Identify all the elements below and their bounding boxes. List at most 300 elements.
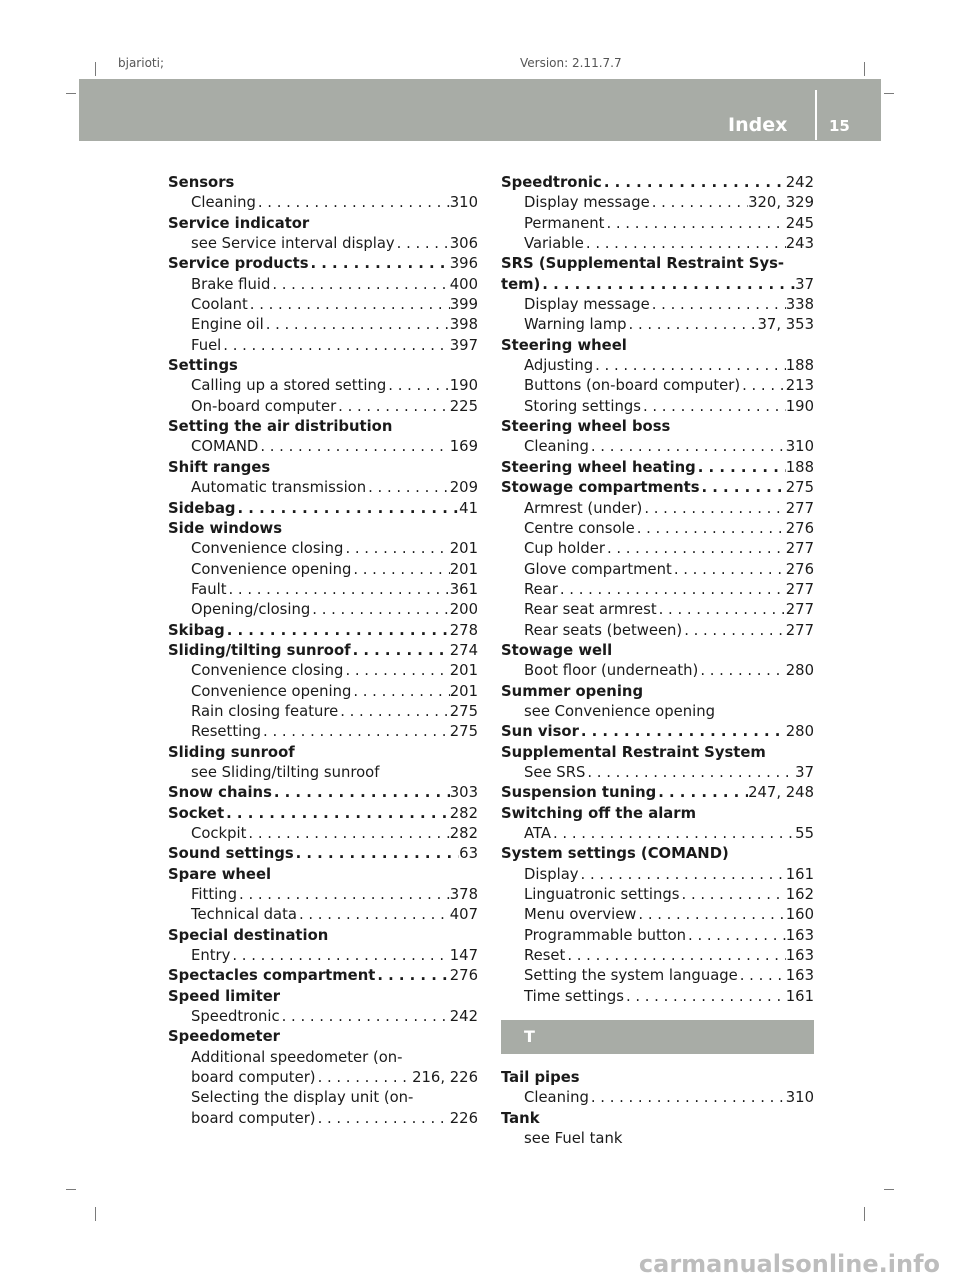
entry-label: Storing settings xyxy=(524,397,641,415)
index-subentry xyxy=(168,234,478,254)
index-entry xyxy=(501,804,814,824)
index-subentry xyxy=(501,315,814,335)
page-reference: 282 xyxy=(449,825,478,842)
dot-leader xyxy=(551,824,795,844)
dot-leader xyxy=(272,783,450,803)
index-entry xyxy=(168,987,478,1007)
entry-label: Cup holder xyxy=(524,540,605,558)
index-subentry xyxy=(501,824,814,844)
entry-label: Speed limiter xyxy=(168,987,281,1005)
page-reference: 242 xyxy=(785,174,814,191)
index-entry xyxy=(168,743,478,763)
page-reference: 397 xyxy=(449,336,478,354)
dot-leader xyxy=(256,193,450,213)
index-subentry xyxy=(501,437,814,457)
dot-leader xyxy=(672,560,786,580)
entry-label: see Service interval display xyxy=(191,235,395,253)
index-entry xyxy=(501,417,814,437)
page-reference: 63 xyxy=(459,845,478,863)
page-reference: 276 xyxy=(449,967,478,985)
page-reference: 277 xyxy=(785,499,814,517)
dot-leader xyxy=(636,905,785,925)
crop-mark xyxy=(884,93,894,94)
index-subentry xyxy=(501,865,814,885)
index-entry xyxy=(501,722,814,742)
index-subentry xyxy=(168,824,478,844)
dot-leader xyxy=(338,702,450,722)
index-column-left xyxy=(168,173,478,1129)
entry-label: Cleaning xyxy=(191,194,256,212)
entry-label: Display xyxy=(524,865,579,883)
index-subentry xyxy=(168,1048,478,1068)
entry-label: see Convenience opening xyxy=(524,702,715,720)
page-reference: 37 xyxy=(795,275,814,293)
page-reference: 310 xyxy=(449,194,478,212)
crop-mark xyxy=(95,62,96,76)
entry-label: Reset xyxy=(524,947,566,965)
index-entry xyxy=(168,254,478,274)
entry-label: see Fuel tank xyxy=(524,1130,623,1148)
index-entry xyxy=(168,1027,478,1047)
index-subentry xyxy=(168,600,478,620)
index-subentry xyxy=(168,295,478,315)
entry-label: Convenience closing xyxy=(191,662,344,680)
dot-leader xyxy=(605,539,786,559)
entry-label: Fuel xyxy=(191,336,222,354)
index-subentry xyxy=(501,621,814,641)
index-subentry xyxy=(168,885,478,905)
page-reference: 41 xyxy=(459,499,478,517)
dot-leader xyxy=(698,661,785,681)
index-entry xyxy=(168,356,478,376)
index-subentry xyxy=(168,315,478,335)
index-subentry xyxy=(501,397,814,417)
index-entry xyxy=(168,804,478,824)
entry-label: Setting the air distribution xyxy=(168,418,393,436)
entry-label: Speedometer xyxy=(168,1028,280,1046)
page-reference: 400 xyxy=(449,275,478,293)
dot-leader xyxy=(579,865,786,885)
entry-label: Opening/closing xyxy=(191,601,311,619)
index-entry xyxy=(501,641,814,661)
entry-label: COMAND xyxy=(191,438,259,456)
entry-label: Sliding sunroof xyxy=(168,743,295,761)
entry-label: Stowage well xyxy=(501,641,613,659)
page-reference: 37 xyxy=(795,763,814,781)
dot-leader xyxy=(696,458,786,478)
page-reference: 275 xyxy=(449,702,478,720)
page-reference: 407 xyxy=(449,906,478,924)
entry-label: System settings (COMAND) xyxy=(501,845,729,863)
dot-leader xyxy=(579,722,786,742)
dot-leader xyxy=(589,437,786,457)
entry-label: Tail pipes xyxy=(501,1069,580,1087)
index-entry xyxy=(501,783,814,803)
page-reference: 320, 329 xyxy=(748,194,814,212)
index-entry xyxy=(168,417,478,437)
page-reference: 378 xyxy=(449,886,478,904)
index-subentry xyxy=(501,661,814,681)
dot-leader xyxy=(386,376,449,396)
entry-label: Spectacles compartment xyxy=(168,967,376,985)
page-reference: 245 xyxy=(785,214,814,232)
entry-label: Setting the system language xyxy=(524,967,738,985)
dot-leader xyxy=(700,478,786,498)
dot-leader xyxy=(270,275,449,295)
dot-leader xyxy=(366,478,450,498)
entry-label: Centre console xyxy=(524,519,635,537)
index-entry xyxy=(168,926,478,946)
entry-label: Additional speedometer (on- xyxy=(191,1048,403,1066)
dot-leader xyxy=(221,336,449,356)
page-reference: 216, 226 xyxy=(412,1069,478,1087)
entry-label: Rear xyxy=(524,580,558,598)
page-reference: 163 xyxy=(785,947,814,965)
page-reference: 200 xyxy=(449,601,478,619)
dot-leader xyxy=(540,275,795,295)
page-reference: 55 xyxy=(795,825,814,842)
entry-label: Programmable button xyxy=(524,926,687,944)
index-subentry xyxy=(501,966,814,986)
page-reference: 188 xyxy=(785,458,814,476)
index-subentry xyxy=(501,539,814,559)
dot-leader xyxy=(740,376,786,396)
page-reference: 188 xyxy=(785,357,814,375)
index-subentry xyxy=(168,1088,478,1108)
entry-label: board computer) xyxy=(191,1109,316,1127)
entry-label: Adjusting xyxy=(524,357,594,375)
dot-leader xyxy=(375,966,449,986)
entry-label: Rain closing feature xyxy=(191,702,339,720)
index-subentry xyxy=(501,499,814,519)
index-subentry xyxy=(501,702,814,722)
entry-label: Sensors xyxy=(168,174,235,191)
page-reference: 398 xyxy=(449,316,478,334)
entry-label: Technical data xyxy=(191,906,297,924)
page-reference: 399 xyxy=(449,296,478,314)
dot-leader xyxy=(316,1068,413,1088)
entry-label: Rear seat armrest xyxy=(524,601,657,619)
dot-leader xyxy=(395,234,450,254)
index-entry xyxy=(501,458,814,478)
index-entry xyxy=(168,865,478,885)
entry-label: Settings xyxy=(168,357,238,375)
index-entry xyxy=(501,478,814,498)
entry-label: Variable xyxy=(524,235,584,253)
index-subentry xyxy=(501,763,814,783)
entry-label: ATA xyxy=(524,825,551,842)
page-reference: 278 xyxy=(449,621,478,639)
index-subentry xyxy=(168,722,478,742)
index-subentry xyxy=(168,336,478,356)
dot-leader xyxy=(351,641,450,661)
dot-leader xyxy=(650,193,748,213)
page-reference: 306 xyxy=(449,235,478,253)
index-subentry xyxy=(168,560,478,580)
page-reference: 310 xyxy=(785,438,814,456)
page-reference: 275 xyxy=(785,479,814,497)
dot-leader xyxy=(635,519,786,539)
index-entry xyxy=(168,173,478,193)
entry-label: Fitting xyxy=(191,886,238,904)
page-reference: 396 xyxy=(449,255,478,273)
index-subentry xyxy=(501,295,814,315)
page-reference: 276 xyxy=(785,560,814,578)
index-column-right xyxy=(501,173,814,1149)
dot-leader xyxy=(236,499,460,519)
dot-leader xyxy=(686,926,786,946)
index-subentry xyxy=(168,539,478,559)
crop-mark xyxy=(884,1189,894,1190)
index-subentry xyxy=(501,214,814,234)
entry-label: Skibag xyxy=(168,621,225,639)
crop-mark xyxy=(95,1207,96,1221)
entry-label: Summer opening xyxy=(501,682,644,700)
header-divider xyxy=(815,90,817,140)
dot-leader xyxy=(650,295,786,315)
dot-leader xyxy=(641,397,786,417)
page-reference: 161 xyxy=(785,987,814,1005)
page-reference: 162 xyxy=(785,886,814,904)
index-subentry xyxy=(501,356,814,376)
entry-label: Supplemental Restraint System xyxy=(501,743,766,761)
page-reference: 280 xyxy=(785,662,814,680)
index-subentry xyxy=(168,763,478,783)
entry-label: Display message xyxy=(524,296,650,314)
entry-label: SRS (Supplemental Restraint Sys- xyxy=(501,255,785,273)
entry-label: Switching off the alarm xyxy=(501,804,696,822)
index-subentry xyxy=(501,519,814,539)
entry-label: Spare wheel xyxy=(168,865,272,883)
entry-label: Sidebag xyxy=(168,499,236,517)
entry-label: Calling up a stored setting xyxy=(191,377,387,395)
entry-label: Boot floor (underneath) xyxy=(524,662,699,680)
entry-label: Warning lamp xyxy=(524,316,627,334)
dot-leader xyxy=(227,580,450,600)
dot-leader xyxy=(280,1007,450,1027)
dot-leader xyxy=(294,844,460,864)
page-reference: 147 xyxy=(449,947,478,965)
entry-label: Suspension tuning xyxy=(501,784,657,802)
entry-label: Side windows xyxy=(168,519,283,537)
index-subentry xyxy=(168,376,478,396)
entry-label: Sound settings xyxy=(168,845,294,863)
entry-label: Cleaning xyxy=(524,1089,589,1107)
index-letter-heading: T xyxy=(501,1020,814,1054)
page-reference: 277 xyxy=(785,580,814,598)
entry-label: board computer) xyxy=(191,1069,316,1087)
page-reference: 277 xyxy=(785,540,814,558)
page-reference: 213 xyxy=(785,377,814,395)
page-reference: 163 xyxy=(785,926,814,944)
entry-label: Coolant xyxy=(191,296,248,314)
entry-label: Convenience opening xyxy=(191,560,352,578)
entry-label: Service indicator xyxy=(168,214,310,232)
index-entry xyxy=(501,682,814,702)
crop-mark xyxy=(864,62,865,76)
index-entry xyxy=(168,783,478,803)
dot-leader xyxy=(343,539,449,559)
index-subentry xyxy=(168,682,478,702)
entry-label: see Sliding/tilting sunroof xyxy=(191,763,380,781)
dot-leader xyxy=(604,214,785,234)
index-entry xyxy=(168,641,478,661)
entry-label: Special destination xyxy=(168,926,329,944)
index-entry xyxy=(168,519,478,539)
index-subentry xyxy=(501,987,814,1007)
index-entry xyxy=(501,844,814,864)
crop-mark xyxy=(66,93,76,94)
dot-leader xyxy=(264,315,450,335)
page-reference: 277 xyxy=(785,621,814,639)
page-reference: 338 xyxy=(785,296,814,314)
index-entry xyxy=(501,336,814,356)
dot-leader xyxy=(237,885,450,905)
dot-leader xyxy=(585,763,795,783)
entry-label: Automatic transmission xyxy=(191,479,367,497)
index-subentry xyxy=(501,926,814,946)
entry-label: Sun visor xyxy=(501,723,579,741)
dot-leader xyxy=(310,600,449,620)
index-subentry xyxy=(168,275,478,295)
entry-label: Rear seats (between) xyxy=(524,621,683,639)
print-meta-left: bjarioti; xyxy=(118,56,164,70)
dot-leader xyxy=(584,234,786,254)
page-reference: 226 xyxy=(449,1109,478,1127)
page-reference: 242 xyxy=(449,1008,478,1026)
entry-label: Convenience opening xyxy=(191,682,352,700)
dot-leader xyxy=(656,783,748,803)
dot-leader xyxy=(224,804,450,824)
entry-label: Stowage compartments xyxy=(501,479,700,497)
entry-label: Entry xyxy=(191,947,231,965)
dot-leader xyxy=(351,682,449,702)
entry-label: Speedtronic xyxy=(501,174,602,191)
page-reference: 277 xyxy=(785,601,814,619)
page-reference: 247, 248 xyxy=(748,784,814,802)
dot-leader xyxy=(682,621,786,641)
index-entry xyxy=(501,275,814,295)
index-subentry xyxy=(501,905,814,925)
index-subentry xyxy=(168,437,478,457)
index-subentry xyxy=(168,946,478,966)
entry-label: See SRS xyxy=(524,763,586,781)
entry-label: Cockpit xyxy=(191,825,247,842)
entry-label: Armrest (under) xyxy=(524,499,643,517)
page-reference: 280 xyxy=(785,723,814,741)
index-entry xyxy=(501,173,814,193)
index-entry xyxy=(168,499,478,519)
page-reference: 169 xyxy=(449,438,478,456)
dot-leader xyxy=(627,315,758,335)
index-subentry xyxy=(168,905,478,925)
entry-label: Speedtronic xyxy=(191,1008,280,1026)
dot-leader xyxy=(680,885,786,905)
entry-label: Steering wheel xyxy=(501,336,627,354)
index-subentry xyxy=(501,1129,814,1149)
index-subentry xyxy=(501,946,814,966)
dot-leader xyxy=(642,499,785,519)
page-reference: 303 xyxy=(449,784,478,802)
dot-leader xyxy=(336,397,450,417)
page-reference: 163 xyxy=(785,967,814,985)
dot-leader xyxy=(248,295,450,315)
dot-leader xyxy=(225,621,450,641)
entry-label: Selecting the display unit (on- xyxy=(191,1089,414,1107)
page-reference: 160 xyxy=(785,906,814,924)
index-subentry xyxy=(168,661,478,681)
index-subentry xyxy=(501,1088,814,1108)
entry-label: Shift ranges xyxy=(168,458,271,476)
index-subentry xyxy=(168,1068,478,1088)
dot-leader xyxy=(593,356,786,376)
index-subentry xyxy=(168,702,478,722)
entry-label: Fault xyxy=(191,580,227,598)
index-entry xyxy=(168,621,478,641)
dot-leader xyxy=(589,1088,786,1108)
entry-label: Resetting xyxy=(191,723,262,741)
index-subentry xyxy=(168,1109,478,1129)
page-reference: 37, 353 xyxy=(757,316,814,334)
index-subentry xyxy=(501,234,814,254)
entry-label: Glove compartment xyxy=(524,560,672,578)
page-reference: 161 xyxy=(785,865,814,883)
page-reference: 201 xyxy=(449,662,478,680)
index-entry xyxy=(168,966,478,986)
page-title: Index xyxy=(728,114,788,136)
index-entry xyxy=(168,844,478,864)
dot-leader xyxy=(258,437,449,457)
index-entry xyxy=(501,1109,814,1129)
entry-label: On-board computer xyxy=(191,397,337,415)
index-subentry xyxy=(168,397,478,417)
index-entry xyxy=(168,214,478,234)
watermark: carmanualsonline.info xyxy=(638,1250,940,1278)
page-reference: 310 xyxy=(785,1089,814,1107)
index-subentry xyxy=(501,560,814,580)
entry-label: Socket xyxy=(168,804,225,822)
dot-leader xyxy=(624,987,786,1007)
page-reference: 282 xyxy=(449,804,478,822)
dot-leader xyxy=(316,1109,450,1129)
page-reference: 190 xyxy=(785,397,814,415)
entry-label: Convenience closing xyxy=(191,540,344,558)
index-subentry xyxy=(501,600,814,620)
entry-label: Display message xyxy=(524,194,650,212)
page-reference: 209 xyxy=(449,479,478,497)
index-entry xyxy=(501,1068,814,1088)
print-meta-right: Version: 2.11.7.7 xyxy=(520,56,622,70)
page-number: 15 xyxy=(829,117,850,135)
index-entry xyxy=(168,458,478,478)
dot-leader xyxy=(351,560,449,580)
entry-label: Brake fluid xyxy=(191,275,271,293)
entry-label: Menu overview xyxy=(524,906,637,924)
entry-label: Service products xyxy=(168,255,309,273)
dot-leader xyxy=(738,966,786,986)
page-reference: 201 xyxy=(449,682,478,700)
entry-label: Linguatronic settings xyxy=(524,886,680,904)
dot-leader xyxy=(565,946,785,966)
dot-leader xyxy=(657,600,786,620)
page-reference: 361 xyxy=(449,580,478,598)
entry-label: Engine oil xyxy=(191,316,264,334)
entry-label: Cleaning xyxy=(524,438,589,456)
index-subentry xyxy=(501,376,814,396)
entry-label: tem) xyxy=(501,275,541,293)
index-subentry xyxy=(168,478,478,498)
entry-label: Time settings xyxy=(524,987,624,1005)
